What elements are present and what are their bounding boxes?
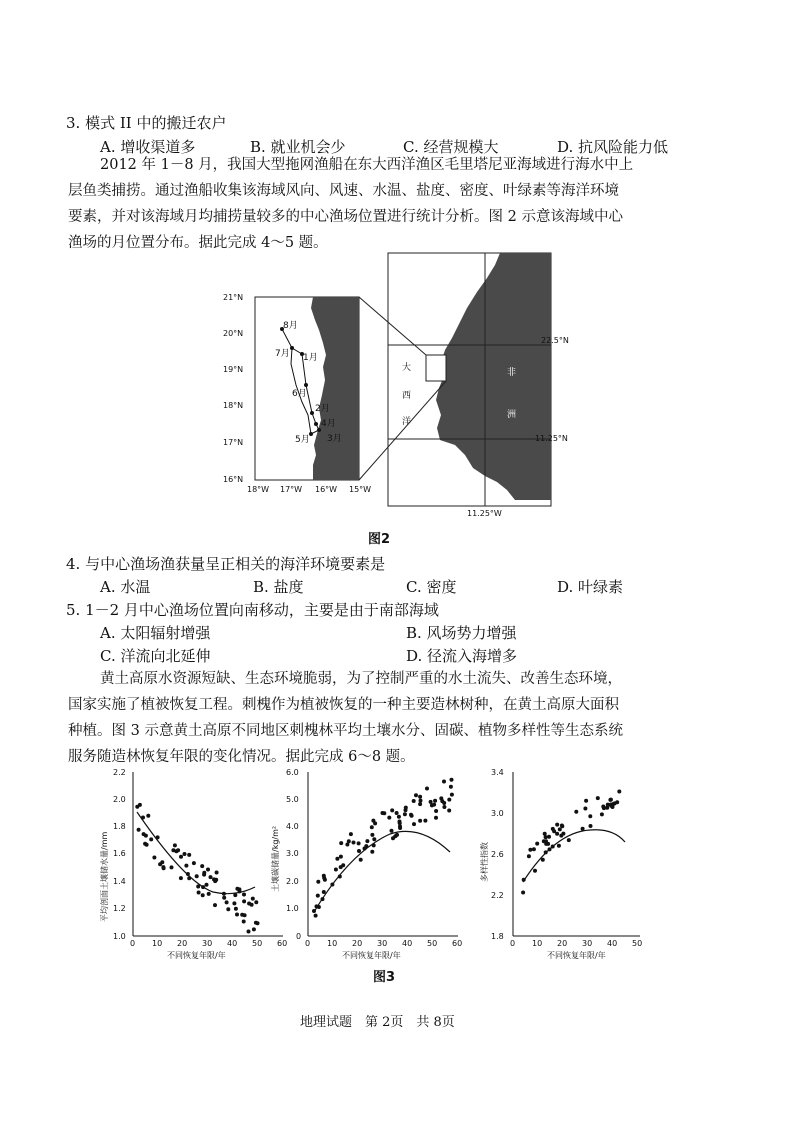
scatter-point (391, 836, 395, 840)
lat-tick-19: 19°N (223, 365, 244, 374)
scatter-point (429, 800, 433, 804)
scatter-point (187, 876, 191, 880)
scatter-point (449, 785, 453, 789)
scatter-point (233, 893, 237, 897)
scatter-point (403, 812, 407, 816)
scatter-point (606, 803, 610, 807)
scatter-point (521, 891, 525, 895)
q4-option-d: D. 叶绿素 (557, 578, 624, 596)
c2-ytick-5: 1.0 (286, 904, 299, 913)
intro68-line3: 种植。图 3 示意黄土高原不同地区刺槐林平均土壤水分、固碳、植物多样性等生态系统 (68, 723, 623, 739)
scatter-point (235, 913, 239, 917)
scatter-point (335, 857, 339, 861)
scatter-point (439, 796, 443, 800)
lon-tick-18: 18°W (247, 485, 270, 494)
scatter-point (555, 832, 559, 836)
ocean-char-3: 洋 (402, 417, 412, 427)
scatter-point (173, 843, 177, 847)
c1-ylabel: 平均剖面土壤储水量/mm (100, 831, 109, 922)
scatter-point (247, 930, 251, 934)
scatter-point (323, 878, 327, 882)
scatter-point (434, 809, 438, 813)
c1-xtick-2: 20 (177, 939, 188, 948)
scatter-point (567, 838, 571, 842)
c3-ylabel: 多样性指数 (480, 842, 489, 882)
label-feb: 2月 (315, 404, 330, 414)
scatter-point (442, 780, 446, 784)
land-char-2: 洲 (507, 410, 517, 420)
scatter-point (352, 841, 356, 845)
c1-xtick-6: 60 (277, 939, 288, 948)
scatter-point (242, 893, 246, 897)
scatter-point (201, 893, 205, 897)
c3-xtick-3: 30 (582, 939, 593, 948)
c2-ytick-4: 2.0 (286, 877, 299, 886)
ocean-char-2: 西 (402, 391, 412, 401)
lon-label-11-25: 11.25°W (467, 509, 502, 518)
lon-tick-15: 15°W (349, 485, 372, 494)
scatter-point (447, 809, 451, 813)
figure-3-charts (95, 762, 675, 962)
scatter-point (584, 799, 588, 803)
scatter-point (170, 865, 174, 869)
scatter-point (256, 921, 260, 925)
scatter-point (144, 834, 148, 838)
lat-tick-16: 16°N (223, 475, 244, 484)
c3-ytick-2: 2.6 (491, 850, 504, 859)
c1-ytick-0: 2.2 (113, 768, 126, 777)
c2-xtick-1: 10 (327, 939, 338, 948)
scatter-point (232, 901, 236, 905)
scatter-point (544, 850, 548, 854)
scatter-point (561, 832, 565, 836)
scatter-point (601, 805, 605, 809)
scatter-point (137, 828, 141, 832)
point-mar (314, 422, 318, 426)
figure-2-map (215, 250, 590, 522)
intro45-line2: 层鱼类捕捞。通过渔船收集该海域风向、风速、水温、盐度、密度、叶绿素等海洋环境 (68, 183, 619, 199)
scatter-point (450, 778, 454, 782)
scatter-point (527, 854, 531, 858)
q4-option-a: A. 水温 (100, 578, 151, 596)
scatter-point (314, 914, 318, 918)
scatter-point (574, 810, 578, 814)
scatter-point (138, 803, 142, 807)
scatter-point (195, 874, 199, 878)
scatter-point (141, 816, 145, 820)
scatter-point (179, 855, 183, 859)
scatter-point (434, 816, 438, 820)
intro68-line1: 黄土高原水资源短缺、生态环境脆弱，为了控制严重的水土流失、改善生态环境， (100, 671, 622, 687)
scatter-point (196, 885, 200, 889)
scatter-point (423, 819, 427, 823)
intro45-line3: 要素，并对该海域月均捕捞量较多的中心渔场位置进行统计分析。图 2 示意该海域中心 (68, 209, 623, 225)
scatter-point (176, 848, 180, 852)
scatter-point (409, 813, 413, 817)
scatter-point (404, 806, 408, 810)
scatter-point (558, 827, 562, 831)
c3-ytick-4: 1.8 (491, 932, 504, 941)
c2-ytick-1: 5.0 (286, 795, 299, 804)
scatter-point (365, 839, 369, 843)
intro68-line4: 服务随造林恢复年限的变化情况。据此完成 6～8 题。 (68, 749, 415, 765)
c3-xtick-1: 10 (532, 939, 543, 948)
scatter-point (547, 835, 551, 839)
ocean-char-1: 大 (402, 363, 412, 373)
scatter-point (548, 847, 552, 851)
scatter-point (357, 849, 361, 853)
scatter-point (418, 802, 422, 806)
scatter-point (617, 790, 621, 794)
scatter-point (370, 850, 374, 854)
scatter-point (146, 814, 150, 818)
c2-xtick-0: 0 (305, 939, 311, 948)
c3-xtick-5: 50 (632, 939, 643, 948)
lat-label-22-5: 22.5°N (541, 336, 569, 345)
label-jan: 1月 (303, 353, 318, 363)
figure-2-caption: 图2 (368, 532, 391, 547)
scatter-point (347, 839, 351, 843)
scatter-point (583, 807, 587, 811)
c1-ytick-6: 1.0 (113, 932, 126, 941)
scatter-point (555, 823, 559, 827)
scatter-point (541, 858, 545, 862)
scatter-point (551, 827, 555, 831)
scatter-point (544, 842, 548, 846)
c3-ytick-0: 3.4 (491, 768, 504, 777)
c3-ytick-3: 2.2 (491, 891, 504, 900)
scatter-point (387, 816, 391, 820)
q4-stem: 4. 与中心渔场渔获量呈正相关的海洋环境要素是 (66, 555, 386, 573)
label-jun: 6月 (292, 389, 307, 399)
label-may: 5月 (295, 435, 310, 445)
scatter-point (442, 805, 446, 809)
scatter-point (370, 825, 374, 829)
scatter-point (370, 833, 374, 837)
q5-option-b: B. 风场势力增强 (406, 624, 517, 642)
c2-ytick-0: 6.0 (286, 768, 299, 777)
scatter-point (560, 824, 564, 828)
scatter-point (611, 805, 615, 809)
c2-xtick-2: 20 (352, 939, 363, 948)
scatter-point (414, 793, 418, 797)
page-footer: 地理试题 第 2页 共 8页 (300, 1015, 455, 1030)
scatter-point (608, 798, 612, 802)
q3-option-a: A. 增收渠道多 (100, 138, 196, 156)
q4-option-c: C. 密度 (406, 578, 457, 596)
scatter-point (312, 909, 316, 913)
q4-option-b: B. 盐度 (253, 578, 304, 596)
scatter-point (209, 875, 213, 879)
scatter-point (225, 900, 229, 904)
c1-xtick-3: 30 (202, 939, 213, 948)
c1-xlabel: 不同恢复年限/年 (167, 951, 226, 960)
scatter-point (222, 896, 226, 900)
scatter-point (156, 835, 160, 839)
scatter-point (588, 814, 592, 818)
scatter-point (321, 897, 325, 901)
q5-option-d: D. 径流入海增多 (406, 647, 518, 665)
scatter-point (251, 897, 255, 901)
c1-ytick-3: 1.6 (113, 849, 126, 858)
c2-ytick-2: 4.0 (286, 822, 299, 831)
lat-label-11-25: 11.25°N (535, 434, 568, 443)
q3-option-c: C. 经营规模大 (403, 138, 499, 156)
land-char-1: 非 (507, 368, 517, 378)
label-apr: 4月 (321, 419, 336, 429)
scatter-point (330, 883, 334, 887)
chart-diversity (479, 768, 642, 960)
q3-option-b: B. 就业机会少 (250, 138, 346, 156)
scatter-point (339, 855, 343, 859)
scatter-point (242, 920, 246, 924)
scatter-point (528, 848, 532, 852)
label-mar: 3月 (327, 434, 342, 444)
point-jul (290, 346, 294, 350)
scatter-point (161, 865, 165, 869)
intro45-line4: 渔场的月位置分布。据此完成 4～5 题。 (68, 235, 328, 251)
scatter-point (522, 878, 526, 882)
c3-ytick-1: 3.0 (491, 809, 504, 818)
scatter-point (390, 808, 394, 812)
c1-ytick-4: 1.4 (113, 877, 126, 886)
scatter-point (222, 892, 226, 896)
label-aug: 8月 (283, 321, 298, 331)
scatter-point (433, 799, 437, 803)
scatter-point (535, 842, 539, 846)
scatter-point (412, 822, 416, 826)
scatter-point (316, 894, 320, 898)
scatter-point (397, 815, 401, 819)
figure-3-caption: 图3 (373, 970, 396, 985)
scatter-point (372, 837, 376, 841)
scatter-point (557, 844, 561, 848)
scatter-point (201, 885, 205, 889)
scatter-point (252, 927, 256, 931)
scatter-point (398, 826, 402, 830)
c1-xtick-4: 40 (227, 939, 238, 948)
scatter-point (419, 799, 423, 803)
q5-option-c: C. 洋流向北延伸 (100, 647, 211, 665)
scatter-point (200, 864, 204, 868)
c1-xtick-0: 0 (130, 939, 136, 948)
label-jul: 7月 (275, 349, 290, 359)
scatter-point (186, 872, 190, 876)
scatter-point (145, 843, 149, 847)
c2-xtick-4: 40 (402, 939, 413, 948)
scatter-point (357, 841, 361, 845)
scatter-point (206, 868, 210, 872)
scatter-point (418, 795, 422, 799)
scatter-point (149, 837, 153, 841)
scatter-point (316, 880, 320, 884)
c1-ytick-1: 2.0 (113, 795, 126, 804)
c1-ytick-5: 1.2 (113, 904, 126, 913)
scatter-point (197, 891, 201, 895)
lat-tick-21: 21°N (223, 293, 244, 302)
scatter-point (381, 811, 385, 815)
scatter-point (152, 856, 156, 860)
intro68-line2: 国家实施了植被恢复工程。刺槐作为植被恢复的一种主要造林树种，在黄土高原大面积 (68, 697, 619, 713)
q3-stem: 3. 模式 II 中的搬迁农户 (66, 114, 227, 132)
scatter-point (447, 798, 451, 802)
scatter-point (238, 889, 242, 893)
intro45-line1: 2012 年 1－8 月，我国大型拖网渔船在东大西洋渔区毛里塔尼亚海域进行海水中上 (100, 157, 634, 173)
scatter-point (390, 829, 394, 833)
scatter-point (202, 873, 206, 877)
c3-xtick-2: 20 (557, 939, 568, 948)
scatter-point (339, 841, 343, 845)
q3-option-d: D. 抗风险能力低 (557, 138, 669, 156)
chart-soil-carbon (270, 768, 462, 960)
c2-xtick-3: 30 (377, 939, 388, 948)
lat-tick-17: 17°N (223, 438, 244, 447)
lon-tick-16: 16°W (315, 485, 338, 494)
scatter-point (179, 876, 183, 880)
scatter-point (158, 862, 162, 866)
point-feb (310, 411, 314, 415)
scatter-point (334, 868, 338, 872)
c1-xtick-1: 10 (152, 939, 163, 948)
scatter-point (240, 913, 244, 917)
scatter-point (250, 903, 254, 907)
scatter-point (363, 847, 367, 851)
scatter-point (242, 899, 246, 903)
scatter-point (207, 892, 211, 896)
scatter-point (171, 848, 175, 852)
scatter-point (213, 903, 217, 907)
scatter-point (183, 852, 187, 856)
c2-xtick-5: 50 (427, 939, 438, 948)
c3-xtick-4: 40 (607, 939, 618, 948)
scatter-point (372, 843, 376, 847)
chart-soil-water (99, 768, 287, 960)
lat-tick-20: 20°N (223, 329, 244, 338)
scatter-point (184, 864, 188, 868)
scatter-point (349, 832, 353, 836)
study-area-box (426, 355, 446, 381)
scatter-point (600, 812, 604, 816)
point-jun (304, 383, 308, 387)
scatter-point (596, 796, 600, 800)
q5-stem: 5. 1－2 月中心渔场位置向南移动，主要是由于南部海域 (66, 601, 439, 619)
scatter-point (359, 858, 363, 862)
scatter-point (371, 819, 375, 823)
scatter-point (615, 800, 619, 804)
scatter-point (213, 879, 217, 883)
scatter-point (205, 883, 209, 887)
scatter-point (418, 819, 422, 823)
scatter-point (215, 871, 219, 875)
q5-option-a: A. 太阳辐射增强 (100, 624, 211, 642)
scatter-point (425, 787, 429, 791)
scatter-point (338, 875, 342, 879)
scatter-point (395, 811, 399, 815)
scatter-point (412, 799, 416, 803)
c2-ylabel: 土壤碳储量/kg/m² (271, 825, 280, 892)
scatter-point (187, 853, 191, 857)
scatter-point (341, 863, 345, 867)
scatter-point (234, 907, 238, 911)
scatter-point (226, 907, 230, 911)
c1-ytick-2: 1.8 (113, 822, 126, 831)
scatter-point (192, 861, 196, 865)
overview-land-africa (436, 253, 551, 500)
scatter-point (432, 803, 436, 807)
c3-xlabel: 不同恢复年限/年 (547, 951, 606, 960)
c2-xlabel: 不同恢复年限/年 (342, 951, 401, 960)
c1-xtick-5: 50 (252, 939, 263, 948)
scatter-point (533, 869, 537, 873)
scatter-point (532, 847, 536, 851)
scatter-point (581, 827, 585, 831)
scatter-point (322, 890, 326, 894)
scatter-point (589, 824, 593, 828)
c2-ytick-6: 0 (296, 932, 302, 941)
c3-xtick-0: 0 (510, 939, 516, 948)
scatter-point (551, 845, 555, 849)
scatter-point (315, 904, 319, 908)
scatter-point (450, 793, 454, 797)
lon-tick-17: 17°W (280, 485, 303, 494)
lat-tick-18: 18°N (223, 401, 244, 410)
fishing-ground-track (282, 329, 319, 434)
detail-land-africa (311, 297, 359, 480)
c2-xtick-6: 60 (452, 939, 463, 948)
c2-ytick-3: 3.0 (286, 849, 299, 858)
scatter-point (254, 900, 258, 904)
scatter-point (544, 835, 548, 839)
